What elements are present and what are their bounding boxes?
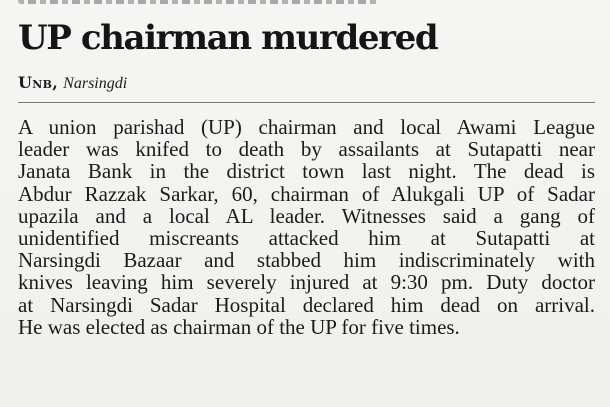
cut-off-text-fragment	[18, 0, 378, 4]
body-line: leader was knifed to death by assailants at Sutapatti near	[18, 137, 595, 162]
byline-location: Narsingdi	[63, 75, 128, 92]
body-line: knives leaving him severely injured at 9:30 pm. Duty doctor	[18, 270, 595, 295]
byline	[18, 70, 127, 97]
body-line: Abdur Razzak Sarkar, 60, chairman of Alukgali UP of Sadar	[18, 181, 595, 206]
body-line: He was elected as chairman of the UP for five times.	[18, 314, 460, 339]
body-line: upazila and a local AL leader. Witnesses said a gang of	[18, 203, 595, 228]
body-line: at Narsingdi Sadar Hospital declared him dead on arrival.	[18, 292, 595, 317]
body-line: Narsingdi Bazaar and stabbed him indiscriminately with	[18, 248, 595, 273]
byline-divider	[18, 102, 595, 103]
body-line: Janata Bank in the district town last night. The dead is	[18, 159, 595, 184]
headline: UP chairman murdered	[18, 18, 438, 58]
body-line: unidentified miscreants attacked him at Sutapatti at	[18, 225, 595, 250]
body-line: A union parishad (UP) chairman and local Awami League	[18, 115, 595, 139]
article-body	[18, 116, 595, 338]
byline-agency: Unb,	[18, 73, 59, 92]
